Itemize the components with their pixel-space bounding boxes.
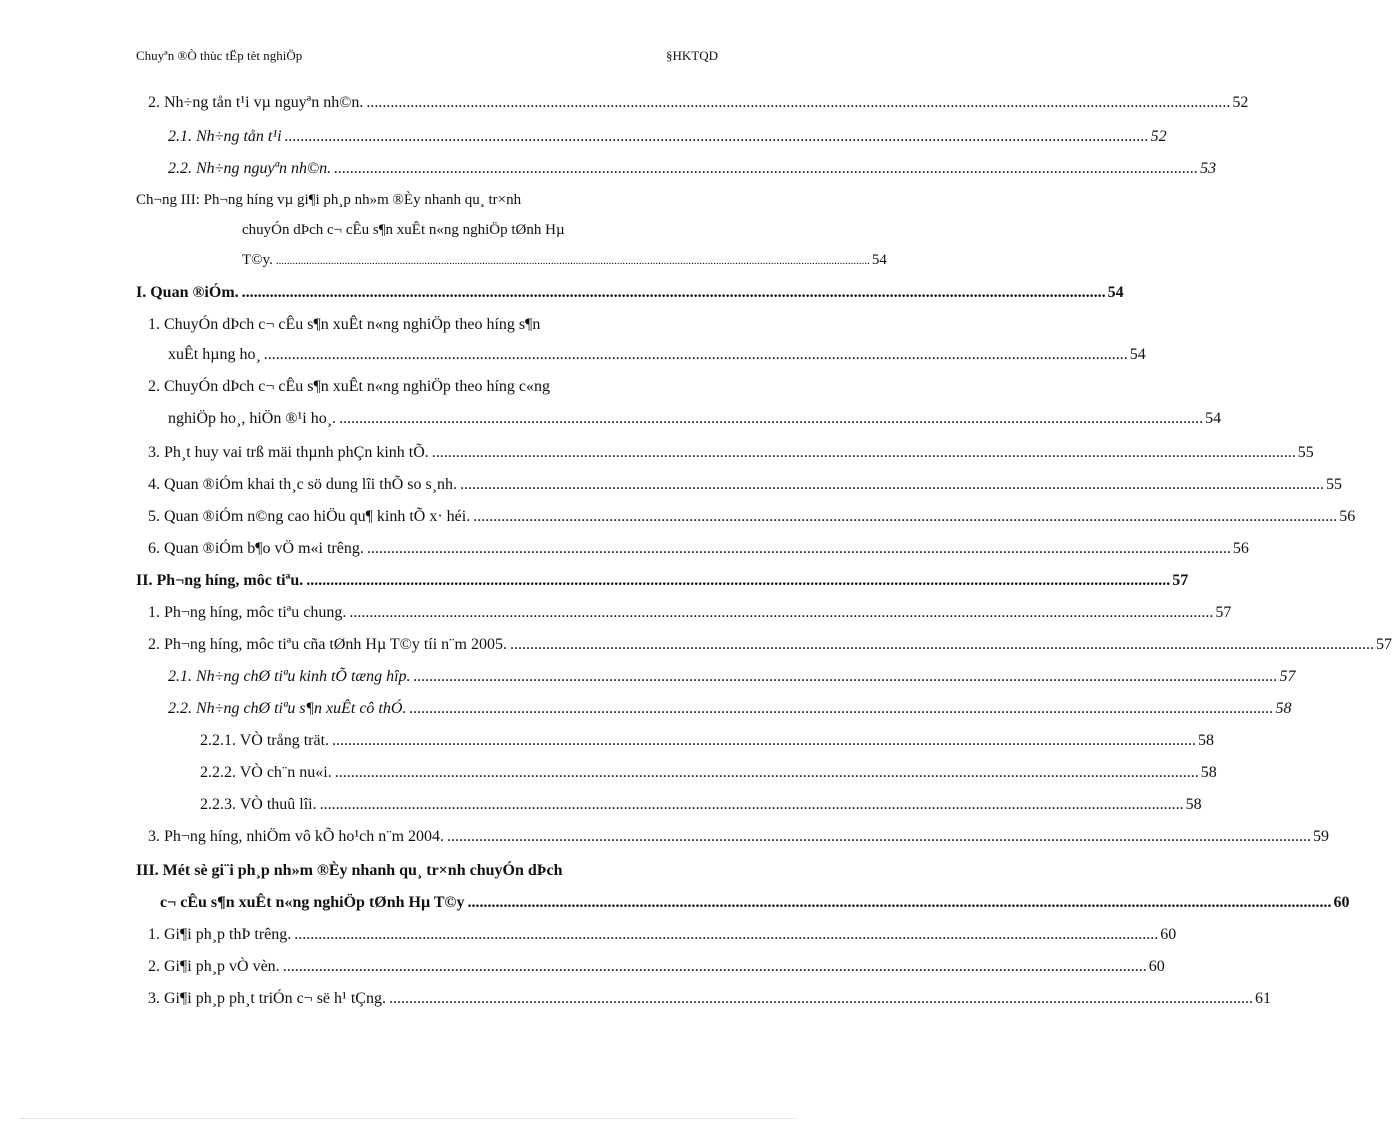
- toc-leader-dots: ........................................................................................................................................................................................................................: [282, 958, 1147, 975]
- toc-leader-dots: ........................................................................................................................................................................................................................: [241, 284, 1106, 301]
- toc-leader-dots: ........................................................................................................................................................................................................................: [349, 604, 1214, 621]
- toc-entry-text: 2.2.3. VÒ thuû lîi.: [200, 796, 317, 813]
- toc-entry[interactable]: [200, 732, 1215, 750]
- toc-entry-text: 6. Quan ®iÓm b¶o vÖ m«i trêng.: [148, 540, 364, 557]
- toc-entry[interactable]: [148, 604, 1232, 622]
- toc-leader-dots: ........................................................................................................................................................................................................................: [409, 700, 1274, 717]
- toc-entry-text: 3. Ph¬ng híng, nhiÖm vô kÕ ho¹ch n¨m 2004.: [148, 828, 445, 845]
- toc-leader-dots: ........................................................................................................................................................................................................................: [339, 410, 1204, 427]
- toc-leader-dots: ........................................................................................................................................................................................................................: [319, 796, 1184, 813]
- toc-page-number: 56: [1232, 540, 1249, 557]
- running-header-title: Chuyªn ®Ò thùc tËp tèt nghiÖp: [136, 48, 303, 63]
- toc-page-number: 58: [1198, 732, 1215, 749]
- toc-page-number: 61: [1254, 990, 1271, 1007]
- toc-entry-text: T©y.: [242, 252, 273, 268]
- toc-entry-text: 2. Ph¬ng híng, môc tiªu cña tØnh Hµ T©y tíi n¨m 2005.: [148, 636, 507, 653]
- toc-page-number: 58: [1185, 796, 1202, 813]
- toc-page-number: 58: [1275, 700, 1292, 717]
- toc-leader-dots: ........................................................................................................................................................................................................................: [460, 476, 1325, 493]
- toc-leader-dots: ........................................................................................................................................................................................................................: [284, 128, 1149, 145]
- toc-leader-dots: ........................................................................................................................................................................................................................: [263, 346, 1128, 363]
- toc-leader-dots: ........................................................................................................................................................................................................................: [306, 572, 1171, 589]
- toc-leader-dots: ........................................................................................................................................................................................................................: [334, 764, 1199, 781]
- toc-entry[interactable]: [148, 926, 1177, 944]
- toc-leader-dots: ........................................................................................................................................................................................................................: [332, 732, 1197, 749]
- toc-entry-text: I. Quan ®iÓm.: [136, 284, 239, 301]
- toc-entry[interactable]: [148, 444, 1314, 462]
- toc-page-number: 54: [1107, 284, 1124, 301]
- toc-leader-dots: ........................................................................................................................................................................................................................: [294, 926, 1159, 943]
- toc-page-number: 60: [1148, 958, 1165, 975]
- toc-entry-text: 2.1. Nh÷ng tån t¹i: [168, 128, 282, 145]
- toc-entry-text: c¬ cÊu s¶n xuÊt n«ng nghiÖp tØnh Hµ T©y: [160, 894, 465, 911]
- toc-page-number: 57: [1375, 636, 1392, 653]
- toc-entry-text: II. Ph¬ng híng, môc tiªu.: [136, 572, 304, 589]
- toc-entry[interactable]: [148, 94, 1249, 112]
- toc-entry-text[interactable]: 1. ChuyÓn dÞch c¬ cÊu s¶n xuÊt n«ng nghiÖp theo híng s¶n: [148, 316, 541, 333]
- page-bottom-divider: [20, 1118, 796, 1119]
- toc-entry[interactable]: [148, 508, 1356, 526]
- toc-entry-text: 2.2. Nh÷ng chØ tiªu s¶n xuÊt cô thÓ.: [168, 700, 407, 717]
- toc-entry-text: 2.1. Nh÷ng chØ tiªu kinh tÕ tæng hîp.: [168, 668, 411, 685]
- toc-entry-text: 3. Gi¶i ph¸p ph¸t triÓn c¬ së h¹ tÇng.: [148, 990, 386, 1007]
- toc-entry-text: 2.2.1. VÒ trång trät.: [200, 732, 330, 749]
- toc-entry[interactable]: [200, 796, 1202, 814]
- toc-section-heading[interactable]: [160, 894, 1350, 912]
- toc-entry-text: 2.2. Nh÷ng nguyªn nh©n.: [168, 160, 332, 177]
- toc-leader-dots: ........................................................................................................................................................................................................................: [509, 636, 1374, 653]
- toc-leader-dots: ........................................................................................................................................................................................................................: [275, 255, 870, 267]
- toc-page-number: 60: [1160, 926, 1177, 943]
- toc-entry[interactable]: [148, 958, 1165, 976]
- toc-entry-text: nghiÖp ho¸, hiÖn ®¹i ho¸.: [168, 410, 337, 427]
- toc-page-number: 60: [1333, 894, 1350, 911]
- toc-entry[interactable]: [168, 700, 1292, 718]
- toc-entry-text[interactable]: chuyÓn dÞch c¬ cÊu s¶n xuÊt n«ng nghiÖp tØnh Hµ: [242, 222, 565, 238]
- toc-page-number: 54: [1205, 410, 1222, 427]
- toc-page-number: 52: [1232, 94, 1249, 111]
- toc-entry[interactable]: [168, 410, 1222, 428]
- toc-leader-dots: ........................................................................................................................................................................................................................: [334, 160, 1199, 177]
- toc-entry-text[interactable]: 2. ChuyÓn dÞch c¬ cÊu s¶n xuÊt n«ng nghiÖp theo híng c«ng: [148, 378, 551, 395]
- toc-entry-text: 2.2.2. VÒ ch¨n nu«i.: [200, 764, 332, 781]
- toc-leader-dots: ........................................................................................................................................................................................................................: [388, 990, 1253, 1007]
- toc-entry[interactable]: [168, 128, 1167, 146]
- toc-entry[interactable]: [168, 346, 1146, 364]
- toc-entry[interactable]: [148, 990, 1271, 1008]
- toc-entry-text: 2. Gi¶i ph¸p vÒ vèn.: [148, 958, 280, 975]
- toc-entry-text: xuÊt hµng ho¸: [168, 346, 261, 363]
- toc-entry-text: 1. Gi¶i ph¸p thÞ trêng.: [148, 926, 292, 943]
- running-header-school: §HKTQD: [666, 48, 718, 63]
- toc-section-heading[interactable]: [136, 572, 1189, 590]
- toc-entry[interactable]: [168, 160, 1217, 178]
- toc-entry-text: 3. Ph¸t huy vai trß mäi thµnh phÇn kinh tÕ.: [148, 444, 429, 461]
- toc-section-heading[interactable]: III. Mét sè gi¨i ph¸p nh»m ®Èy nhanh qu¸ tr×nh chuyÓn dÞch: [136, 862, 563, 879]
- toc-page-number: 58: [1200, 764, 1217, 781]
- toc-leader-dots: ........................................................................................................................................................................................................................: [447, 828, 1312, 845]
- toc-leader-dots: ........................................................................................................................................................................................................................: [366, 540, 1231, 557]
- toc-leader-dots: ........................................................................................................................................................................................................................: [473, 508, 1338, 525]
- toc-page-number: 53: [1200, 160, 1217, 177]
- toc-leader-dots: ........................................................................................................................................................................................................................: [467, 894, 1332, 911]
- toc-entry[interactable]: [168, 668, 1296, 686]
- toc-entry[interactable]: [242, 252, 887, 269]
- toc-entry-text: 1. Ph¬ng híng, môc tiªu chung.: [148, 604, 347, 621]
- toc-page-number: 57: [1215, 604, 1232, 621]
- toc-page-number: 54: [1129, 346, 1146, 363]
- toc-leader-dots: ........................................................................................................................................................................................................................: [366, 94, 1231, 111]
- toc-leader-dots: ........................................................................................................................................................................................................................: [431, 444, 1296, 461]
- toc-page-number: 57: [1279, 668, 1296, 685]
- toc-entry-text: 5. Quan ®iÓm n©ng cao hiÖu qu¶ kinh tÕ x· héi.: [148, 508, 471, 525]
- toc-entry[interactable]: [148, 636, 1392, 654]
- toc-entry[interactable]: [200, 764, 1217, 782]
- toc-entry[interactable]: [148, 540, 1249, 558]
- toc-section-heading[interactable]: [136, 284, 1124, 302]
- toc-leader-dots: ........................................................................................................................................................................................................................: [413, 668, 1278, 685]
- toc-entry[interactable]: [148, 476, 1343, 494]
- toc-page-number: 54: [871, 252, 887, 268]
- toc-page-number: 59: [1313, 828, 1330, 845]
- toc-page-number: 56: [1339, 508, 1356, 525]
- toc-entry[interactable]: [148, 828, 1330, 846]
- toc-page-number: 55: [1326, 476, 1343, 493]
- toc-entry-text: 4. Quan ®iÓm khai th¸c sö dung lîi thÕ so s¸nh.: [148, 476, 458, 493]
- toc-page-number: 52: [1150, 128, 1167, 145]
- toc-page-number: 57: [1172, 572, 1189, 589]
- toc-page-number: 55: [1297, 444, 1314, 461]
- toc-entry-text: 2. Nh÷ng tån t¹i vµ nguyªn nh©n.: [148, 94, 364, 111]
- toc-entry-text[interactable]: Ch¬ng III: Ph¬ng híng vµ gi¶i ph¸p nh»m ®Èy nhanh qu¸ tr×nh: [136, 192, 522, 208]
